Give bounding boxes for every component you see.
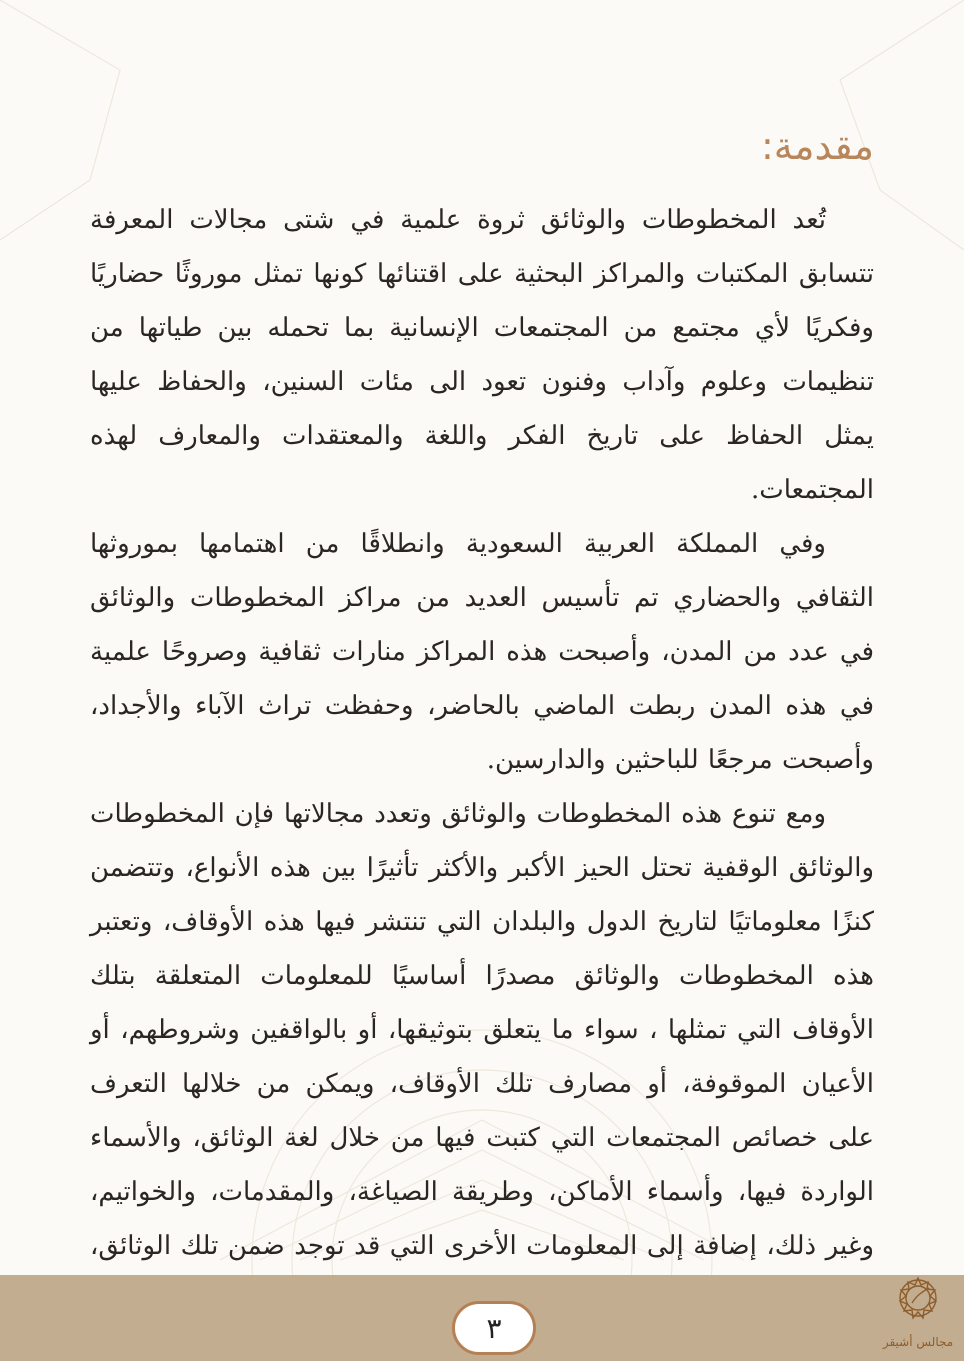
page-number-box <box>452 1301 536 1355</box>
paragraph-saudi-centers: وفي المملكة العربية السعودية وانطلاقًا من اهتمامها بموروثها الثقافي والحضاري تم تأسيس العديد من مراكز المخطوطات والوثائق في عدد من المدن، وأصبحت هذه المراكز منارات ثقافية وصروحًا علمية في هذه المدن ربطت الماضي بالحاضر، وحفظت تراث الآباء والأجداد، وأصبحت مرجعًا للباحثين والدارسين. <box>90 529 874 775</box>
paragraph-intro: تُعد المخطوطات والوثائق ثروة علمية في شتى مجالات المعرفة تتسابق المكتبات والمراكز البحثية على اقتنائها كونها تمثل موروثًا حضاريًا وفكريًا لأي مجتمع من المجتمعات الإنسانية بما تحمله بين طياتها من تنظيمات وعلوم وآداب وفنون تعود الى مئات السنين، والحفاظ عليها يمثل الحفاظ على تاريخ الفكر واللغة والمعتقدات والمعارف لهذه المجتمعات. <box>90 205 874 505</box>
logo-emblem-icon <box>890 1275 946 1321</box>
majalis-ashaiqir-logo <box>878 1275 958 1349</box>
page-title: مقدمة: <box>760 124 874 168</box>
article-body <box>90 193 874 1327</box>
page-number: ٣ <box>486 1311 502 1345</box>
paragraph-waqf-documents: ومع تنوع هذه المخطوطات والوثائق وتعدد مجالاتها فإن المخطوطات والوثائق الوقفية تحتل الحيز الأكبر والأكثر تأثيرًا بين هذه الأنواع، وتتضمن كنزًا معلوماتيًا لتاريخ الدول والبلدان التي تنتشر فيها هذه الأوقاف، وتعتبر هذه المخطوطات والوثائق مصدرًا أساسيًا للمعلومات المتعلقة بتلك الأوقاف التي تمثلها ، سواء ما يتعلق بتوثيقها، أو بالواقفين وشروطهم، أو الأعيان الموقوفة، أو مصارف تلك الأوقاف، ويمكن من خلالها التعرف على خصائص المجتمعات التي كتبت فيها من خلال لغة الوثائق، والأسماء الواردة فيها، وأسماء الأماكن، وطريقة الصياغة، والمقدمات، والخواتيم، وغير ذلك، إضافة إلى المعلومات الأخرى التي قد توجد ضمن تلك الوثائق، <box>90 799 874 1261</box>
logo-text: مجالس أشيقر <box>882 1335 954 1349</box>
footer-band <box>0 1275 964 1361</box>
